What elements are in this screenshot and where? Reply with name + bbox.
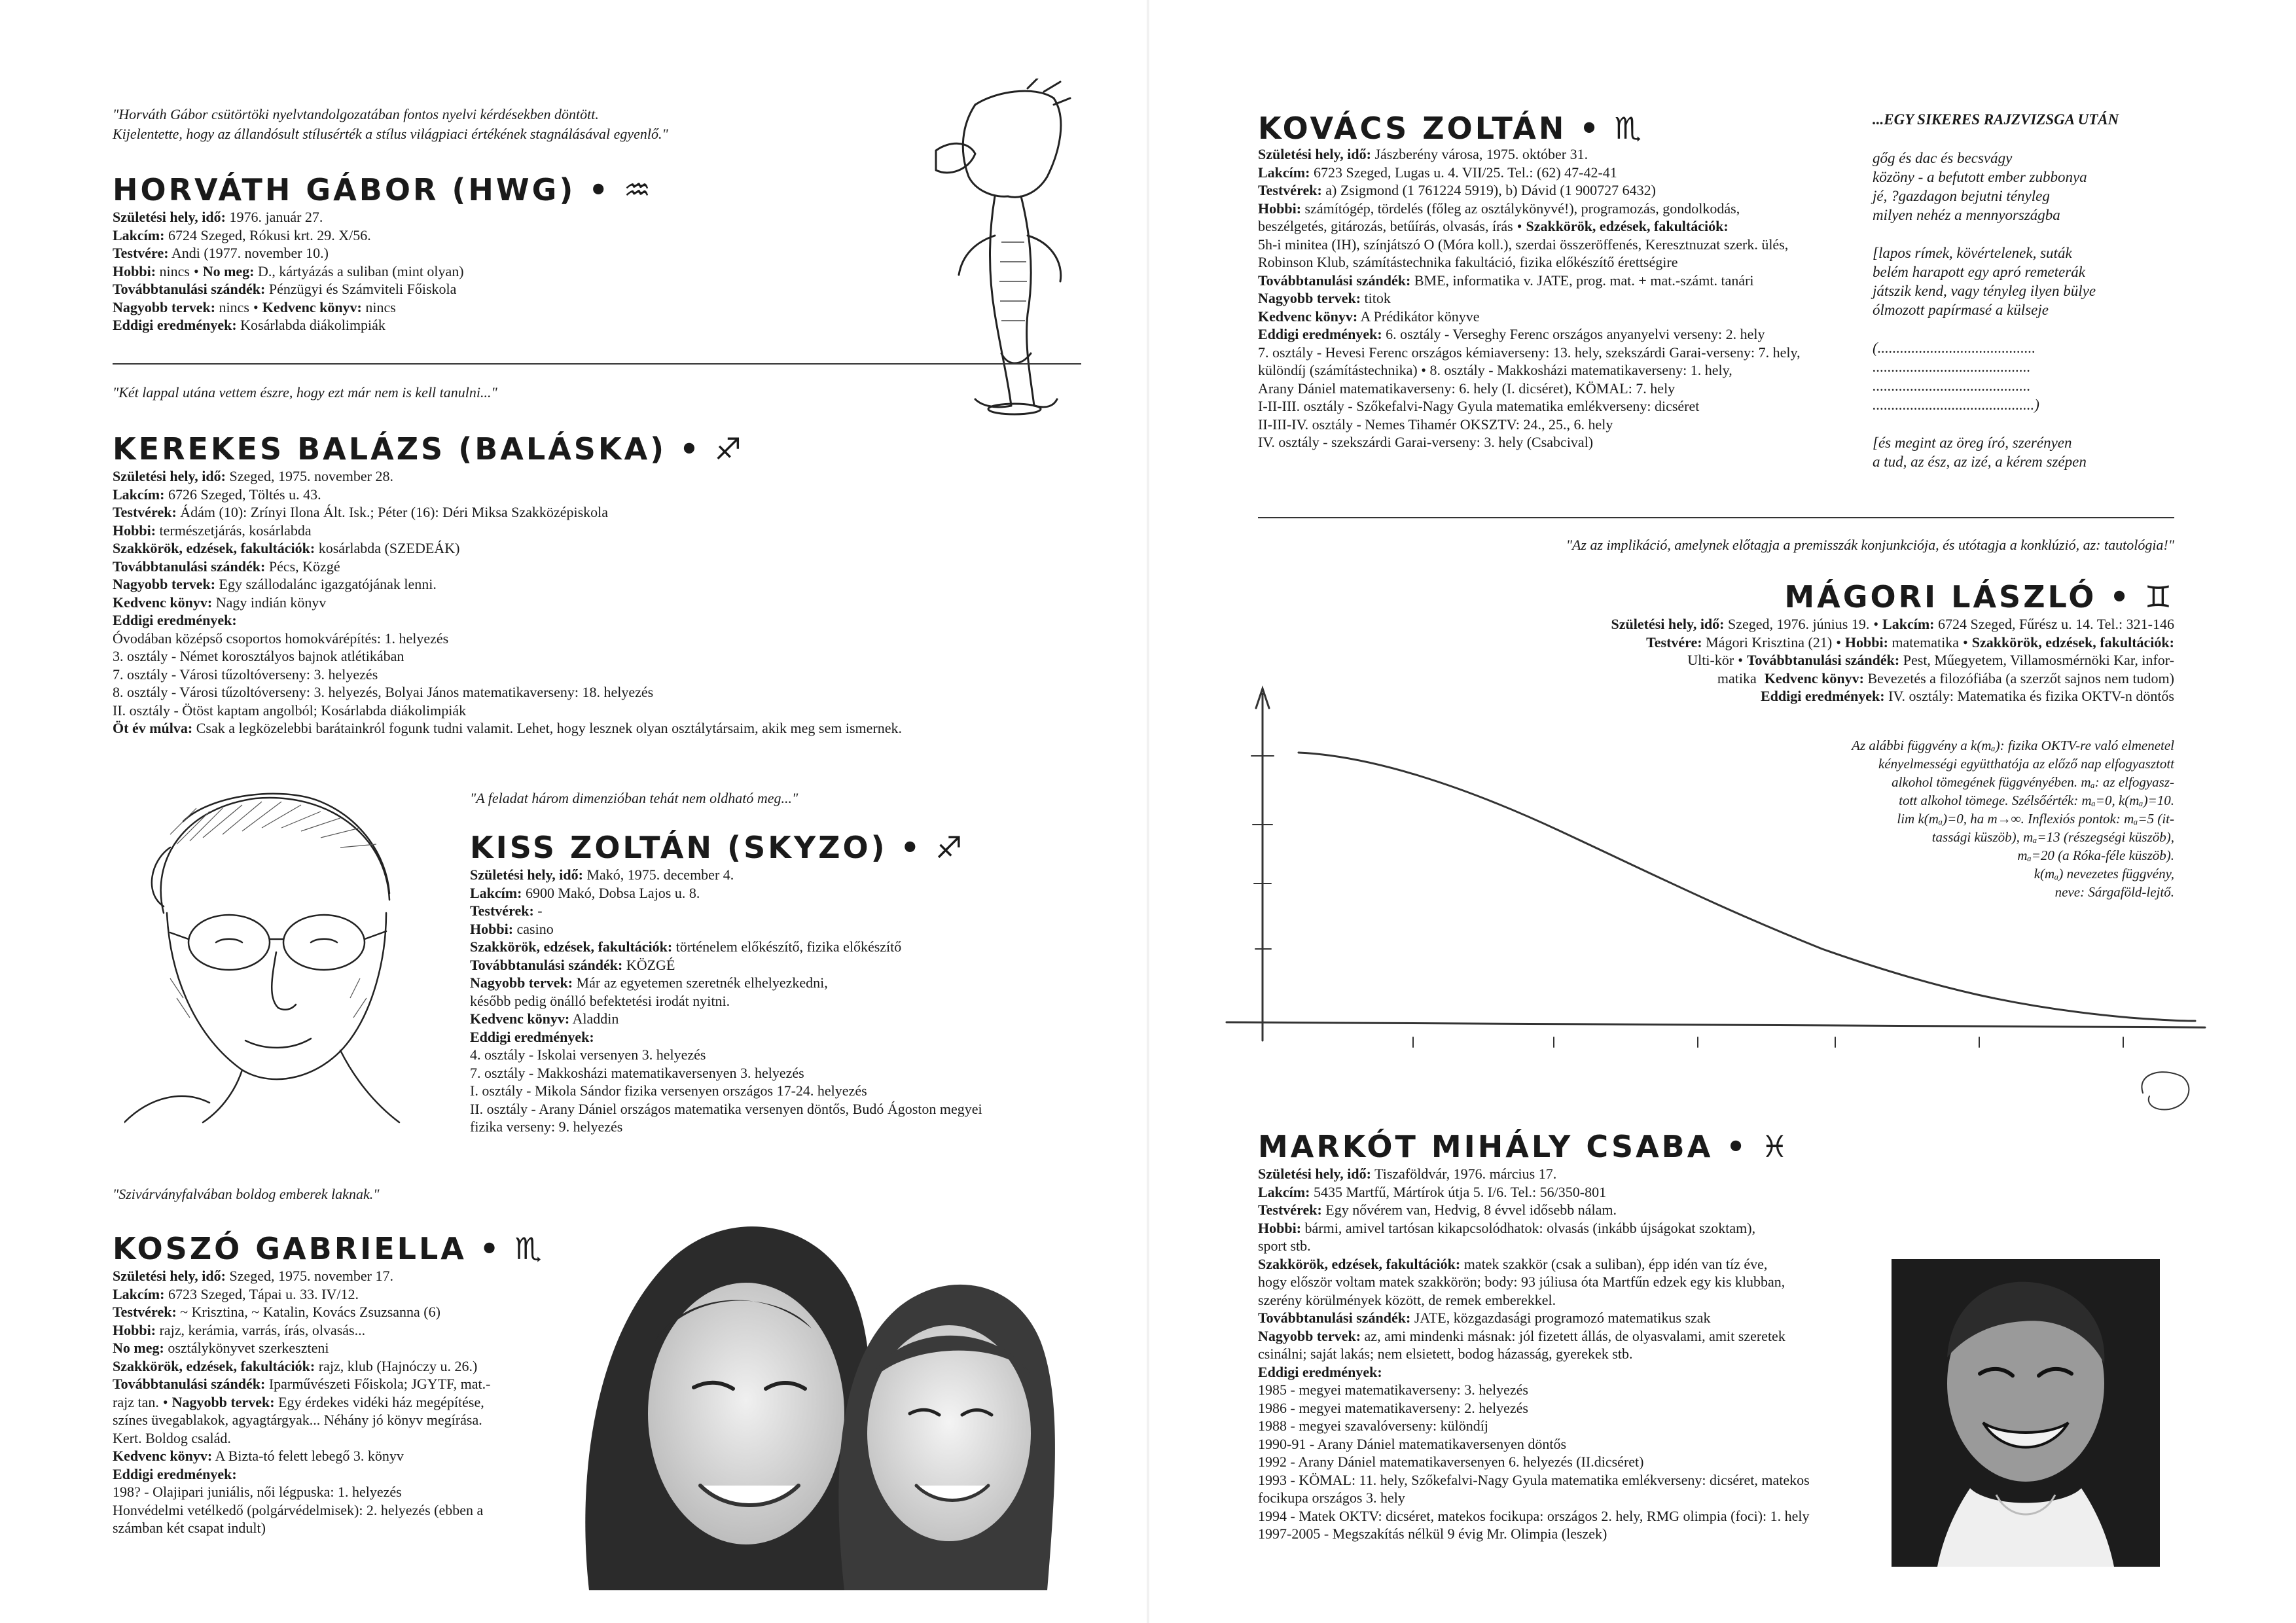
- right-page: [1148, 0, 2296, 1623]
- info-row: Továbbtanulási szándék: Iparművészeti Főiskola; JGYTF, mat.-: [113, 1376, 491, 1392]
- result-line: II-III-IV. osztály - Nemes Tihamér OKSZTV: 24., 25., 6. hely: [1258, 416, 1613, 433]
- graph-caption: [1724, 736, 2174, 901]
- info-row: Továbbtanulási szándék: JATE, közgazdasági programozó matematikus szak: [1258, 1310, 1711, 1326]
- kovacs-info: [1258, 145, 1978, 452]
- info-row: Nagyobb tervek: nincs • Kedvenc könyv: nincs: [113, 298, 396, 315]
- person-name: KEREKES BALÁZS (BALÁSKA): [113, 431, 667, 467]
- info-row: Ulti-kör • Továbbtanulási szándék: Pest, Műegyetem, Villamosmérnöki Kar, infor-: [1687, 652, 2174, 668]
- info-row: Nagyobb tervek: az, ami mindenki másnak: jól fizetett állás, de olyasvalami, amit szeretek: [1258, 1327, 1785, 1344]
- result-line: számban két csapat indult): [113, 1520, 266, 1536]
- info-row: Kedvenc könyv: Aladdin: [470, 1010, 619, 1027]
- result-line: 8. osztály - Városi tűzoltóverseny: 3. helyezés, Bolyai János matematikaverseny: 18. helyezés: [113, 684, 654, 700]
- result-line: 1997-2005 - Megszakítás nélkül 9 évig Mr. Olimpia (leszek): [1258, 1525, 1607, 1542]
- person-name: KISS ZOLTÁN (SKYZO): [470, 830, 888, 865]
- result-line: I. osztály - Mikola Sándor fizika versenyen országos 17-24. helyezés: [470, 1082, 867, 1099]
- poem-line: gőg és dac és becsvágy: [1873, 150, 2013, 166]
- info-row: Nagyobb tervek: Már az egyetemen szeretnék elhelyezkedni,: [470, 974, 828, 991]
- poem-line: közöny - a befutott ember zubbonya: [1873, 169, 2087, 185]
- info-row: Szakkörök, edzések, fakultációk: matek szakkör (csak a suliban), épp idén van tíz éve,: [1258, 1255, 1768, 1272]
- poem-line: [lapos rímek, kövértelenek, suták: [1873, 245, 2072, 261]
- koszo-info: [113, 1267, 571, 1537]
- info-row: Születési hely, idő: 1976. január 27.: [113, 209, 323, 225]
- caption-line: kényelmességi együtthatója az előző nap elfogyasztott: [1878, 756, 2174, 772]
- info-row: Eddigi eredmények: Kosárlabda diákolimpiák: [113, 317, 386, 333]
- info-row: Kedvenc könyv: A Prédikátor könyve: [1258, 308, 1480, 325]
- poem-line: a tud, az ész, az izé, a kérem szépen: [1873, 454, 2087, 470]
- sisters-photo: [569, 1198, 1067, 1590]
- person-name: KOVÁCS ZOLTÁN: [1258, 111, 1567, 146]
- result-line: 198? - Olajipari juniális, női légpuska: 1. helyezés: [113, 1484, 402, 1500]
- poem-dots: ...........................................): [1873, 397, 2039, 413]
- info-row: Eddigi eredmények:: [113, 612, 237, 628]
- caption-line: tassági küszöb), mₐ=13 (részegségi küszöb),: [1931, 829, 2174, 845]
- info-row: Testvére: Mágori Krisztina (21) • Hobbi: matematika • Szakkörök, edzések, fakultációk:: [1646, 633, 2174, 651]
- poem-line: belém harapott egy apró remeterák: [1873, 264, 2085, 280]
- result-line: Honvédelmi vetélkedő (polgárvédelmisek): 2. helyezés (ebben a: [113, 1501, 484, 1518]
- info-row: később pedig önálló befektetési irodát nyitni.: [470, 992, 730, 1009]
- info-row: Kedvenc könyv: Nagy indián könyv: [113, 594, 327, 611]
- result-line: 4. osztály - Iskolai versenyen 3. helyezés: [470, 1046, 706, 1063]
- info-row: Eddigi eredmények:: [113, 1465, 237, 1482]
- caption-line: Az alábbi függvény a k(mₐ): fizika OKTV-re való elmenetel: [1852, 738, 2174, 753]
- koszo-name: [113, 1230, 545, 1267]
- section-divider: [1258, 517, 2174, 518]
- scorpio-sign-icon: • ♏: [1579, 111, 1645, 146]
- info-row: Testvére: Andi (1977. november 10.): [113, 245, 329, 261]
- info-row: Továbbtanulási szándék: Pécs, Közgé: [113, 558, 340, 575]
- info-row: matika Kedvenc könyv: Bevezetés a filozófiába (a szerzőt sajnos nem tudom): [1717, 669, 2174, 687]
- kiss-name: [470, 829, 965, 866]
- result-line: Óvodában középső csoportos homokvárépítés: 1. helyezés: [113, 630, 449, 647]
- poem-dots: (..........................................: [1873, 340, 2036, 356]
- result-line: focikupa országos 3. hely: [1258, 1489, 1405, 1506]
- poem-line: jé, ?gazdagon bejutni tényleg: [1873, 188, 2050, 204]
- info-row: Eddigi eredmények: 6. osztály - Verseghy Ferenc országos anyanyelvi verseny: 2. hely: [1258, 326, 1765, 342]
- info-row: Eddigi eredmények: IV. osztály: Matematika és fizika OKTV-n döntős: [1760, 688, 2174, 704]
- result-line: 7. osztály - Makkosházi matematikaversenyen 3. helyezés: [470, 1064, 804, 1081]
- info-row: Lakcím: 6726 Szeged, Töltés u. 43.: [113, 486, 321, 503]
- info-row: Hobbi: nincs • No meg: D., kártyázás a suliban (mint olyan): [113, 262, 464, 279]
- result-line: 7. osztály - Városi tűzoltóverseny: 3. helyezés: [113, 666, 378, 683]
- info-row: Lakcím: 6900 Makó, Dobsa Lajos u. 8.: [470, 884, 700, 901]
- result-line: Arany Dániel matematikaverseny: 6. hely (I. dicséret), KÖMAL: 7. hely: [1258, 380, 1676, 397]
- quote-line: Kijelentette, hogy az állandósult stílusérték a stílus világpiaci értékének stagnálásával egyenlő.": [113, 126, 668, 142]
- result-line: 1988 - megyei szavalóverseny: különdíj: [1258, 1418, 1488, 1434]
- info-row: rajz tan. • Nagyobb tervek: Egy érdekes vidéki ház megépítése,: [113, 1393, 484, 1410]
- info-row: Öt év múlva: Csak a legközelebbi barátainkról fogunk tudni valamit. Lehet, hogy lesznek olyan osztálytársaim, akik meg sem ismernek.: [113, 720, 903, 736]
- info-row: Továbbtanulási szándék: Pénzügyi és Számviteli Főiskola: [113, 281, 457, 297]
- result-line: 7. osztály - Hevesi Ferenc országos kémiaverseny: 13. hely, szekszárdi Garai-verseny: 7. hely,: [1258, 344, 1801, 361]
- kovacs-name: [1258, 110, 1644, 147]
- sagittarius-sign-icon: • ♐: [679, 431, 744, 467]
- sagittarius-sign-icon: • ♐: [900, 830, 965, 865]
- info-row: Születési hely, idő: Tiszaföldvár, 1976. március 17.: [1258, 1166, 1557, 1182]
- kerekes-info: [113, 467, 1068, 738]
- kerekes-name: [113, 431, 744, 467]
- result-line: különdíj (számítástechnika) • 8. osztály - Makkosházi matematikaverseny: 1. hely,: [1258, 362, 1732, 378]
- person-name: MARKÓT MIHÁLY CSABA: [1258, 1129, 1713, 1164]
- info-row: hogy először voltam matek szakkörön; body: 93 júliusa óta Martfűn edzek egy kis klubban,: [1258, 1274, 1785, 1290]
- portrait-sketch: [124, 782, 432, 1129]
- person-name: MÁGORI LÁSZLÓ: [1784, 579, 2097, 615]
- horvath-quote: [113, 105, 963, 144]
- result-line: 1990-91 - Arany Dániel matematikaversenyen döntős: [1258, 1435, 1567, 1452]
- result-line: 1986 - megyei matematikaverseny: 2. helyezés: [1258, 1399, 1528, 1416]
- info-row: beszélgetés, gitározás, betűírás, olvasás, írás • Szakkörök, edzések, fakultációk:: [1258, 218, 1729, 234]
- result-line: II. osztály - Ötöst kaptam angolból; Kosárlabda diákolimpiák: [113, 702, 467, 719]
- aquarius-sign-icon: • ♒: [588, 172, 654, 207]
- kiss-info: [470, 866, 1124, 1136]
- result-line: 1985 - megyei matematikaverseny: 3. helyezés: [1258, 1382, 1528, 1398]
- info-row: Testvérek: ~ Krisztina, ~ Katalin, Kovács Zsuzsanna (6): [113, 1304, 440, 1320]
- poem-dots: ..........................................: [1873, 378, 2031, 394]
- info-row: Lakcím: 6723 Szeged, Lugas u. 4. VII/25. Tel.: (62) 47-42-41: [1258, 164, 1617, 181]
- info-row: Kert. Boldog család.: [113, 1429, 231, 1446]
- caption-line: k(mₐ) nevezetes függvény,: [2034, 866, 2174, 882]
- info-row: Hobbi: természetjárás, kosárlabda: [113, 522, 312, 539]
- result-line: 1993 - KÖMAL: 11. hely, Szőkefalvi-Nagy Gyula matematika emlékverseny: dicséret, matekos: [1258, 1471, 1810, 1488]
- info-row: Lakcím: 6724 Szeged, Rókusi krt. 29. X/56.: [113, 226, 371, 243]
- info-row: Hobbi: rajz, kerámia, varrás, írás, olvasás...: [113, 1321, 366, 1338]
- poem: [1873, 110, 2180, 471]
- gemini-sign-icon: • ♊: [2109, 579, 2174, 615]
- koszo-quote: "Szivárványfalvában boldog emberek laknak.": [113, 1186, 380, 1202]
- info-row: Hobbi: számítógép, tördelés (főleg az osztálykönyvé!), programozás, gondolkodás,: [1258, 200, 1740, 217]
- info-row: Nagyobb tervek: titok: [1258, 290, 1391, 306]
- info-row: Születési hely, idő: Szeged, 1975. november 28.: [113, 468, 393, 484]
- caption-line: neve: Sárgaföld-lejtő.: [2054, 884, 2174, 900]
- kerekes-quote: "Két lappal utána vettem észre, hogy ezt már nem is kell tanulni...": [113, 384, 497, 401]
- poem-title: ...EGY SIKERES RAJZVIZSGA UTÁN: [1873, 111, 2119, 128]
- poem-line: játszik kend, vagy tényleg ilyen bülye: [1873, 283, 2096, 299]
- horvath-info: [113, 208, 767, 334]
- info-row: Eddigi eredmények:: [470, 1028, 594, 1045]
- info-row: Szakkörök, edzések, fakultációk: történelem előkészítő, fizika előkészítő: [470, 938, 902, 955]
- caption-line: lim k(mₐ)=0, ha m→∞. Inflexiós pontok: mₐ=5 (it-: [1897, 811, 2174, 827]
- info-row: Robinson Klub, számítástechnika fakultáció, fizika előkészítő érettségire: [1258, 254, 1678, 270]
- poem-dots: ..........................................: [1873, 359, 2031, 375]
- markot-name: [1258, 1128, 1791, 1165]
- info-row: Szakkörök, edzések, fakultációk: rajz, klub (Hajnóczy u. 26.): [113, 1357, 478, 1374]
- caption-line: mₐ=20 (a Róka-féle küszöb).: [2017, 847, 2174, 863]
- result-line: IV. osztály - szekszárdi Garai-verseny: 3. hely (Csabcival): [1258, 434, 1594, 450]
- info-row: Hobbi: casino: [470, 920, 554, 937]
- pisces-sign-icon: • ♓: [1726, 1129, 1791, 1164]
- info-row: Születési hely, idő: Makó, 1975. december 4.: [470, 866, 734, 883]
- result-line: fizika verseny: 9. helyezés: [470, 1118, 623, 1135]
- magori-quote: "Az az implikáció, amelynek előtagja a premisszák konjunkciója, és utótagja a konklúzió, az: tautológia!": [1566, 537, 2174, 553]
- info-row: Eddigi eredmények:: [1258, 1363, 1382, 1380]
- info-row: Kedvenc könyv: A Bizta-tó felett lebegő 3. könyv: [113, 1448, 404, 1464]
- info-row: Testvérek: -: [470, 902, 543, 919]
- info-row: 5h-i minitea (IH), színjátszó O (Móra koll.), szerdai összeröffenés, Keresztnuzat szerk. ülés,: [1258, 236, 1789, 253]
- poem-line: ólmozott papírmasé a külseje: [1873, 302, 2049, 318]
- info-row: sport stb.: [1258, 1238, 1311, 1254]
- caption-line: alkohol tömegének függvényében. mₐ: az elfogyasz-: [1892, 774, 2174, 790]
- poem-line: [és megint az öreg író, szerényen: [1873, 435, 2072, 451]
- info-row: Születési hely, idő: Jászberény városa, 1975. október 31.: [1258, 146, 1588, 162]
- caricature-drawing: [897, 79, 1106, 419]
- info-row: Testvérek: a) Zsigmond (1 761224 5919), b) Dávid (1 900727 6432): [1258, 182, 1656, 198]
- info-row: Lakcím: 5435 Martfű, Mártírok útja 5. I/6. Tel.: 56/350-801: [1258, 1183, 1607, 1200]
- info-row: csinálni; saját lakás; nem elsietett, bodog házasság, gyerekek stb.: [1258, 1346, 1633, 1362]
- quote-line: "Horváth Gábor csütörtöki nyelvtandolgozatában fontos nyelvi kérdésekben döntött.: [113, 106, 599, 122]
- info-row: Születési hely, idő: Szeged, 1976. június 19. • Lakcím: 6724 Szeged, Fűrész u. 14. Tel.: 321-146: [1611, 616, 2174, 632]
- portrait-photo: [1892, 1259, 2160, 1567]
- scorpio-sign-icon: • ♏: [479, 1231, 545, 1266]
- info-row: Szakkörök, edzések, fakultációk: kosárlabda (SZEDEÁK): [113, 540, 460, 556]
- info-row: Születési hely, idő: Szeged, 1975. november 17.: [113, 1268, 393, 1284]
- section-divider: [113, 363, 1081, 365]
- info-row: Továbbtanulási szándék: BME, informatika v. JATE, prog. mat. + mat.-számt. tanári: [1258, 272, 1754, 289]
- info-row: Nagyobb tervek: Egy szállodalánc igazgatójának lenni.: [113, 576, 437, 592]
- result-line: I-II-III. osztály - Szőkefalvi-Nagy Gyula matematika emlékverseny: dicséret: [1258, 398, 1700, 414]
- poem-line: milyen nehéz a mennyországba: [1873, 207, 2060, 223]
- horvath-name: [113, 171, 653, 208]
- info-row: színes üvegablakok, agyagtárgyak... Néhány jó könyv megírása.: [113, 1412, 482, 1428]
- result-line: 3. osztály - Német korosztályos bajnok atlétikában: [113, 648, 404, 664]
- info-row: Lakcím: 6723 Szeged, Tápai u. 33. IV/12.: [113, 1285, 359, 1302]
- info-row: Testvérek: Ádám (10): Zrínyi Ilona Ált. Isk.; Péter (16): Déri Miksa Szakközépiskola: [113, 504, 609, 520]
- info-row: szerény körülmények között, de remek emberekkel.: [1258, 1291, 1556, 1308]
- result-line: 1994 - Matek OKTV: dicséret, matekos focikupa: országos 2. hely, RMG olimpia (foci): 1. hely: [1258, 1507, 1810, 1524]
- caption-line: tott alkohol tömege. Szélsőérték: mₐ=0, k(mₐ)=10.: [1899, 793, 2174, 808]
- magori-name: [1541, 579, 2174, 615]
- info-row: Testvérek: Egy nővérem van, Hedvig, 8 évvel idősebb nálam.: [1258, 1202, 1617, 1218]
- info-row: Továbbtanulási szándék: KÖZGÉ: [470, 956, 675, 973]
- result-line: II. osztály - Arany Dániel országos matematika versenyen döntős, Budó Ágoston megyei: [470, 1100, 982, 1117]
- markot-info: [1258, 1165, 1978, 1543]
- person-name: KOSZÓ GABRIELLA: [113, 1231, 467, 1266]
- info-row: Hobbi: bármi, amivel tartósan kikapcsolódhatok: olvasás (inkább újságokat szoktam),: [1258, 1219, 1756, 1236]
- result-line: 1992 - Arany Dániel matematikaversenyen 6. helyezés (II.dicséret): [1258, 1454, 1644, 1470]
- info-row: No meg: osztálykönyvet szerkeszteni: [113, 1340, 329, 1356]
- kiss-quote: "A feladat három dimenzióban tehát nem oldható meg...": [470, 790, 798, 806]
- person-name: HORVÁTH GÁBOR (HWG): [113, 172, 576, 207]
